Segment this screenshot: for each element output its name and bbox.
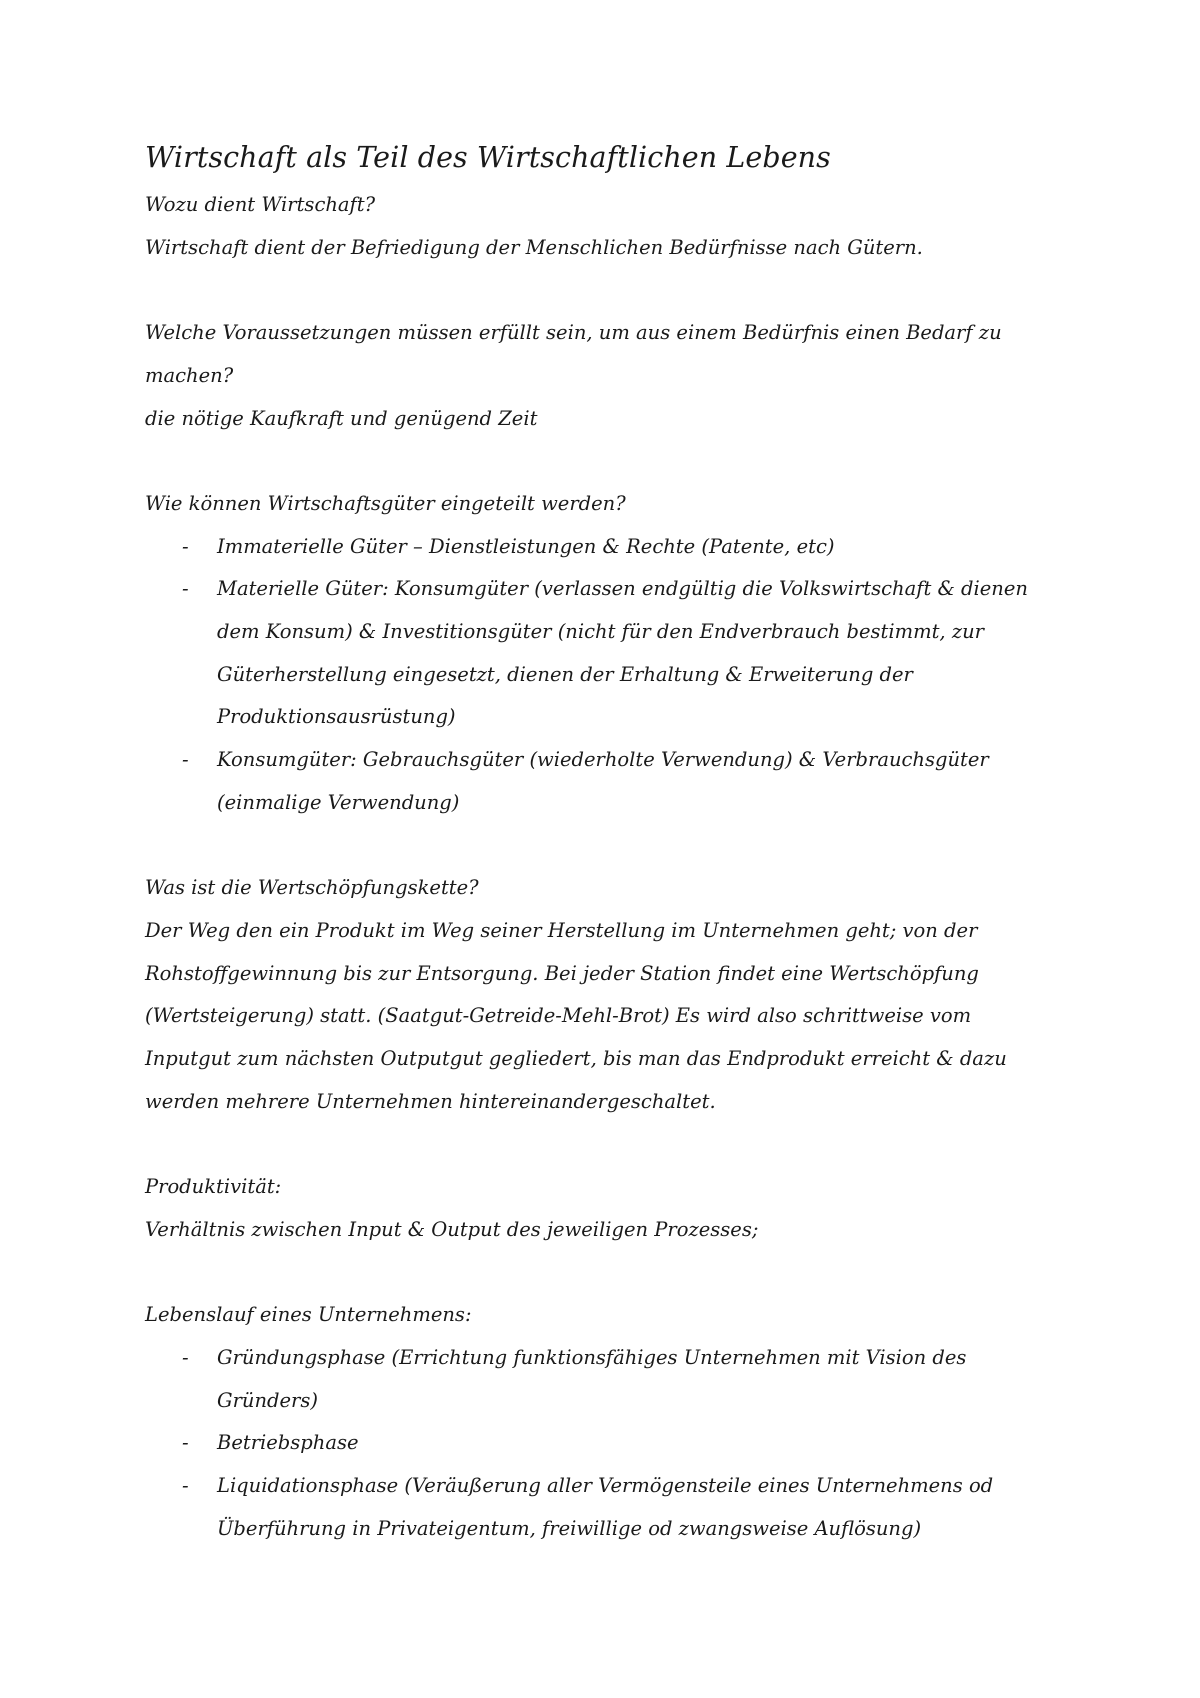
list-item-text: Betriebsphase — [217, 1431, 359, 1455]
bullet-dash: - — [182, 1474, 189, 1498]
list-item — [145, 568, 1045, 739]
goods-classification-list — [145, 526, 1045, 825]
question-need-to-demand: Welche Voraussetzungen müssen erfüllt sein, um aus einem Bedürfnis einen Bedarf zu machen? — [145, 321, 1002, 387]
list-item — [145, 1337, 1045, 1422]
bullet-dash: - — [182, 1345, 189, 1369]
list-item-text: Konsumgüter: Gebrauchsgüter (wiederholte Verwendung) & Verbrauchsgüter (einmalige Verwendung) — [217, 748, 989, 814]
heading-company-lifecycle: Lebenslauf eines Unternehmens: — [145, 1303, 472, 1327]
heading-productivity: Produktivität: — [145, 1175, 282, 1199]
answer-productivity: Verhältnis zwischen Input & Output des jeweiligen Prozesses; — [145, 1217, 759, 1241]
question-classification-of-goods: Wie können Wirtschaftsgüter eingeteilt werden? — [145, 491, 626, 515]
answer-purpose-of-economy: Wirtschaft dient der Befriedigung der Menschlichen Bedürfnisse nach Gütern. — [145, 235, 923, 259]
list-item-text: Liquidationsphase (Veräußerung aller Vermögensteile eines Unternehmens od Überführung in Privateigentum, freiwillige od zwangsweise Auflösung) — [217, 1474, 994, 1540]
question-purpose-of-economy: Wozu dient Wirtschaft? — [145, 193, 376, 216]
spacer — [145, 1252, 1045, 1295]
list-item-text: Immaterielle Güter – Dienstleistungen & Rechte (Patente, etc) — [217, 534, 835, 558]
document-title: Wirtschaft als Teil des Wirtschaftlichen Lebens — [145, 141, 831, 174]
list-item-text: Gründungsphase (Errichtung funktionsfähiges Unternehmen mit Vision des Gründers) — [217, 1345, 967, 1412]
bullet-dash: - — [182, 577, 189, 601]
bullet-dash: - — [182, 748, 189, 772]
company-lifecycle-list — [145, 1337, 1045, 1551]
list-item — [145, 1422, 1045, 1465]
answer-need-to-demand: die nötige Kaufkraft und genügend Zeit — [145, 406, 538, 430]
list-item — [145, 739, 1045, 824]
spacer — [145, 440, 1045, 483]
spacer — [145, 269, 1045, 312]
spacer — [145, 1123, 1045, 1166]
list-item-text: Materielle Güter: Konsumgüter (verlassen endgültig die Volkswirtschaft & dienen dem Konsum) & Investitionsgüter (nicht für den Endverbrauch bestimmt, zur Güterherstellung eingesetzt, dienen der Erhaltung & Erweiterung der Produktionsausrüstung) — [217, 577, 1028, 729]
answer-value-chain: Der Weg den ein Produkt im Weg seiner Herstellung im Unternehmen geht; von der Rohstoffgewinnung bis zur Entsorgung. Bei jeder Station findet eine Wertschöpfung (Wertsteigerung) statt. (Saatgut-Getreide-Mehl-Brot) Es wird also schrittweise vom Inputgut zum nächsten Outputgut gegliedert, bis man das Endprodukt erreicht & dazu werden mehrere Unternehmen hintereinandergeschaltet. — [145, 918, 1007, 1113]
bullet-dash: - — [182, 534, 189, 558]
document-page — [145, 138, 1045, 1550]
question-value-chain: Was ist die Wertschöpfungskette? — [145, 876, 479, 900]
list-item — [145, 526, 1045, 569]
spacer — [145, 825, 1045, 868]
bullet-dash: - — [182, 1431, 189, 1455]
list-item — [145, 1465, 1045, 1550]
